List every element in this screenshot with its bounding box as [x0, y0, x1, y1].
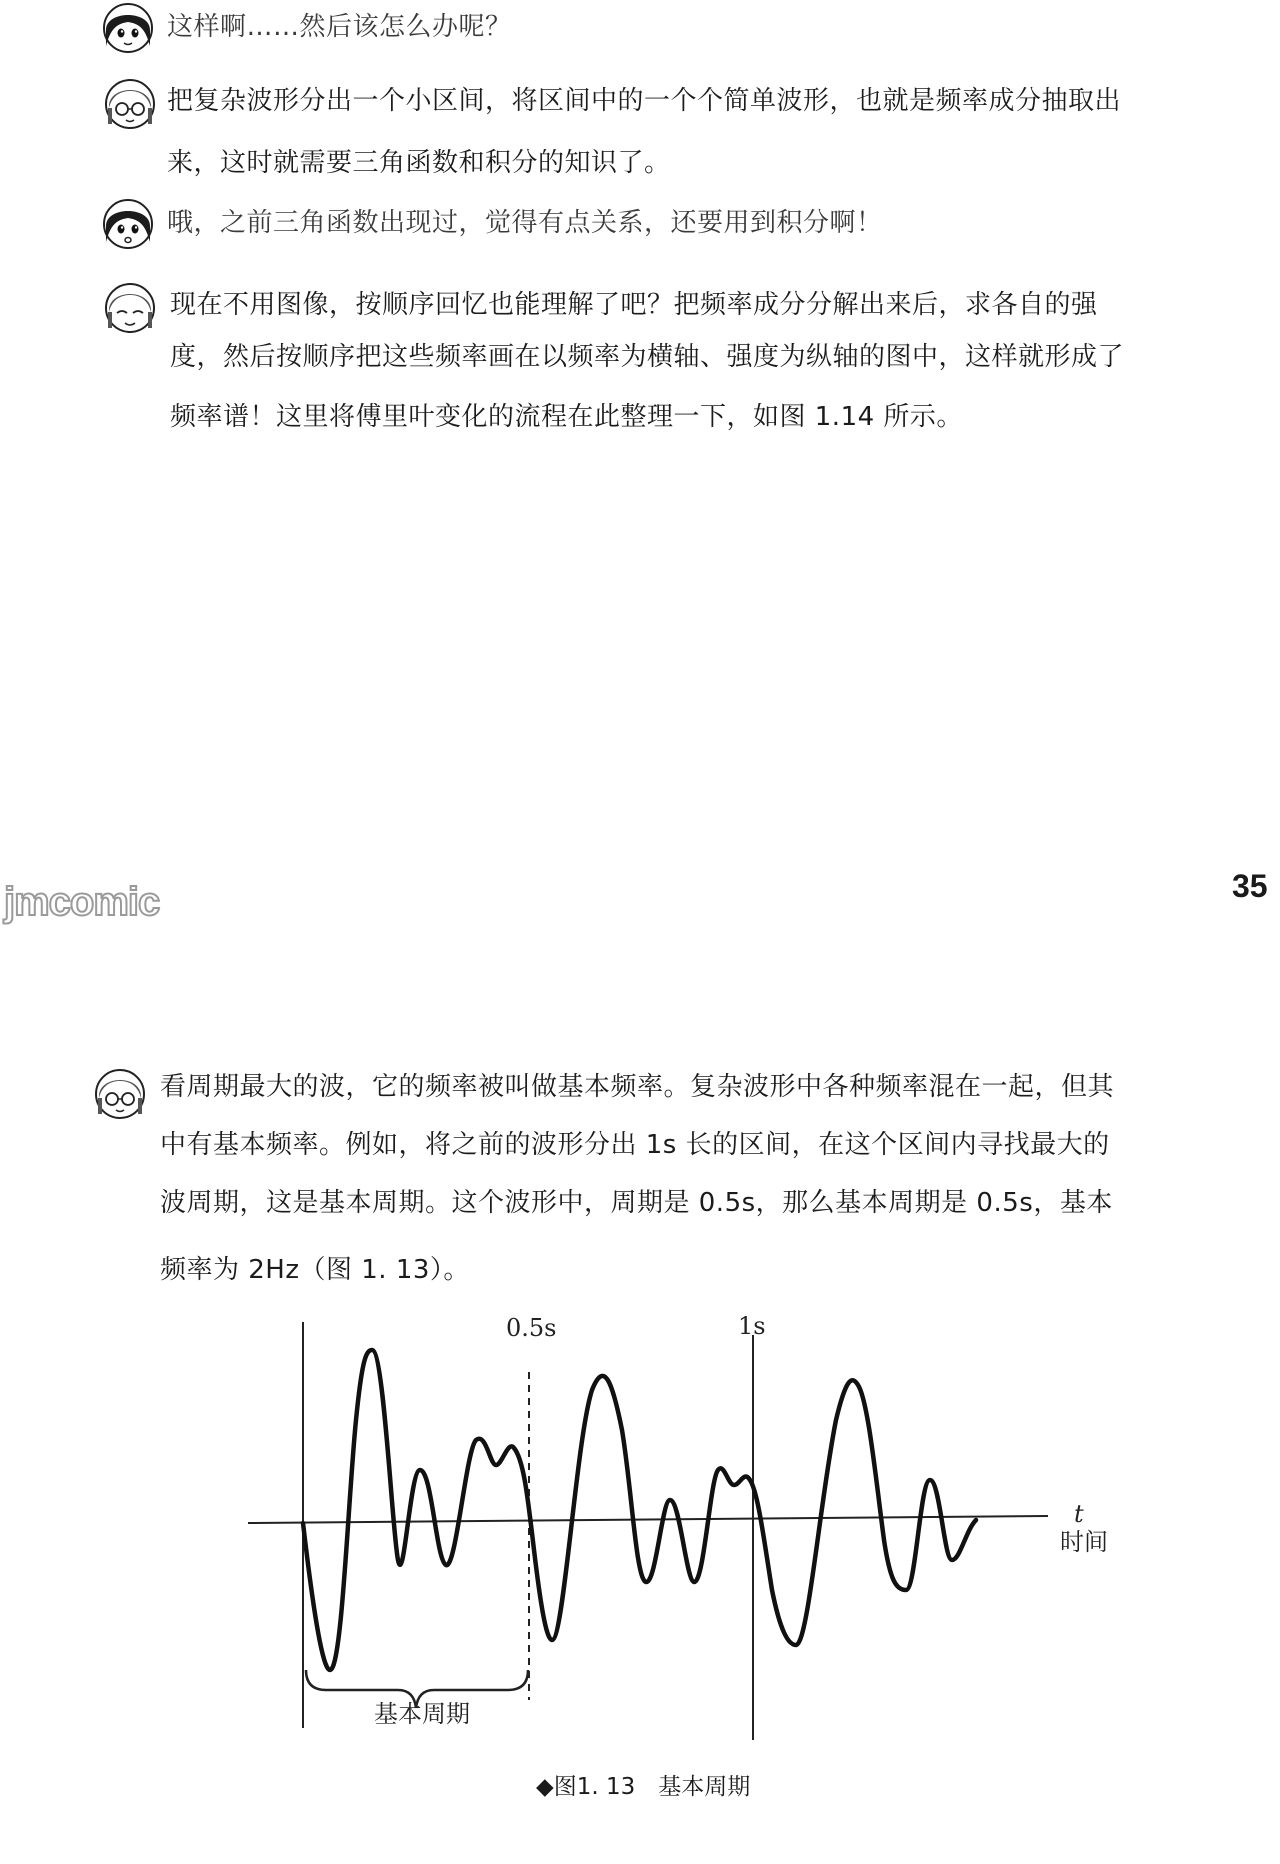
axis-label: 时间 — [1060, 1528, 1108, 1556]
girl-dark-hair-icon — [102, 198, 154, 250]
period-brace — [306, 1670, 528, 1708]
dialog-4-line-3: 频率谱！这里将傅里叶变化的流程在此整理一下，如图 1.14 所示。 — [170, 402, 963, 432]
girl-glasses-icon — [104, 78, 156, 130]
dialog-4-line-2: 度，然后按顺序把这些频率画在以频率为横轴、强度为纵轴的图中，这样就形成了 — [170, 342, 1125, 372]
dialog-5-line-4: 频率为 2Hz（图 1. 13）。 — [160, 1255, 470, 1285]
avatar-glasses — [104, 78, 156, 130]
waveform-curve — [303, 1350, 976, 1670]
girl-dark-hair-icon — [102, 2, 154, 54]
page-number: 35 — [1232, 868, 1268, 904]
avatar-glasses — [94, 1068, 146, 1120]
watermark: jmcomic — [4, 880, 160, 924]
avatar-dark-hair — [102, 198, 154, 250]
avatar-glasses — [104, 282, 156, 334]
dialog-5-line-2: 中有基本频率。例如，将之前的波形分出 1s 长的区间，在这个区间内寻找最大的 — [160, 1130, 1110, 1160]
dialog-5-line-3: 波周期，这是基本周期。这个波形中，周期是 0.5s，那么基本周期是 0.5s，基本 — [160, 1188, 1113, 1218]
dialog-2-line-2: 来，这时就需要三角函数和积分的知识了。 — [167, 148, 671, 178]
girl-glasses-icon — [104, 282, 156, 334]
dialog-3-line-1: 哦，之前三角函数出现过，觉得有点关系，还要用到积分啊！ — [167, 208, 883, 238]
dialog-2-line-1: 把复杂波形分出一个小区间，将区间中的一个个简单波形，也就是频率成分抽取出 — [167, 86, 1122, 116]
time-axis — [248, 1516, 1048, 1523]
one-second-label: 1s — [738, 1312, 766, 1340]
figure-caption: ◆图1. 13 基本周期 — [536, 1774, 751, 1800]
dialog-5-line-1: 看周期最大的波，它的频率被叫做基本频率。复杂波形中各种频率混在一起，但其 — [160, 1072, 1115, 1102]
axis-symbol: t — [1074, 1500, 1084, 1528]
half-second-label: 0.5s — [506, 1314, 557, 1342]
dialog-1-line-1: 这样啊……然后该怎么办呢？ — [167, 12, 512, 42]
girl-glasses-icon — [94, 1068, 146, 1120]
dialog-4-line-1: 现在不用图像，按顺序回忆也能理解了吧？把频率成分分解出来后，求各自的强 — [170, 290, 1098, 320]
brace-label: 基本周期 — [374, 1700, 470, 1728]
avatar-dark-hair — [102, 2, 154, 54]
